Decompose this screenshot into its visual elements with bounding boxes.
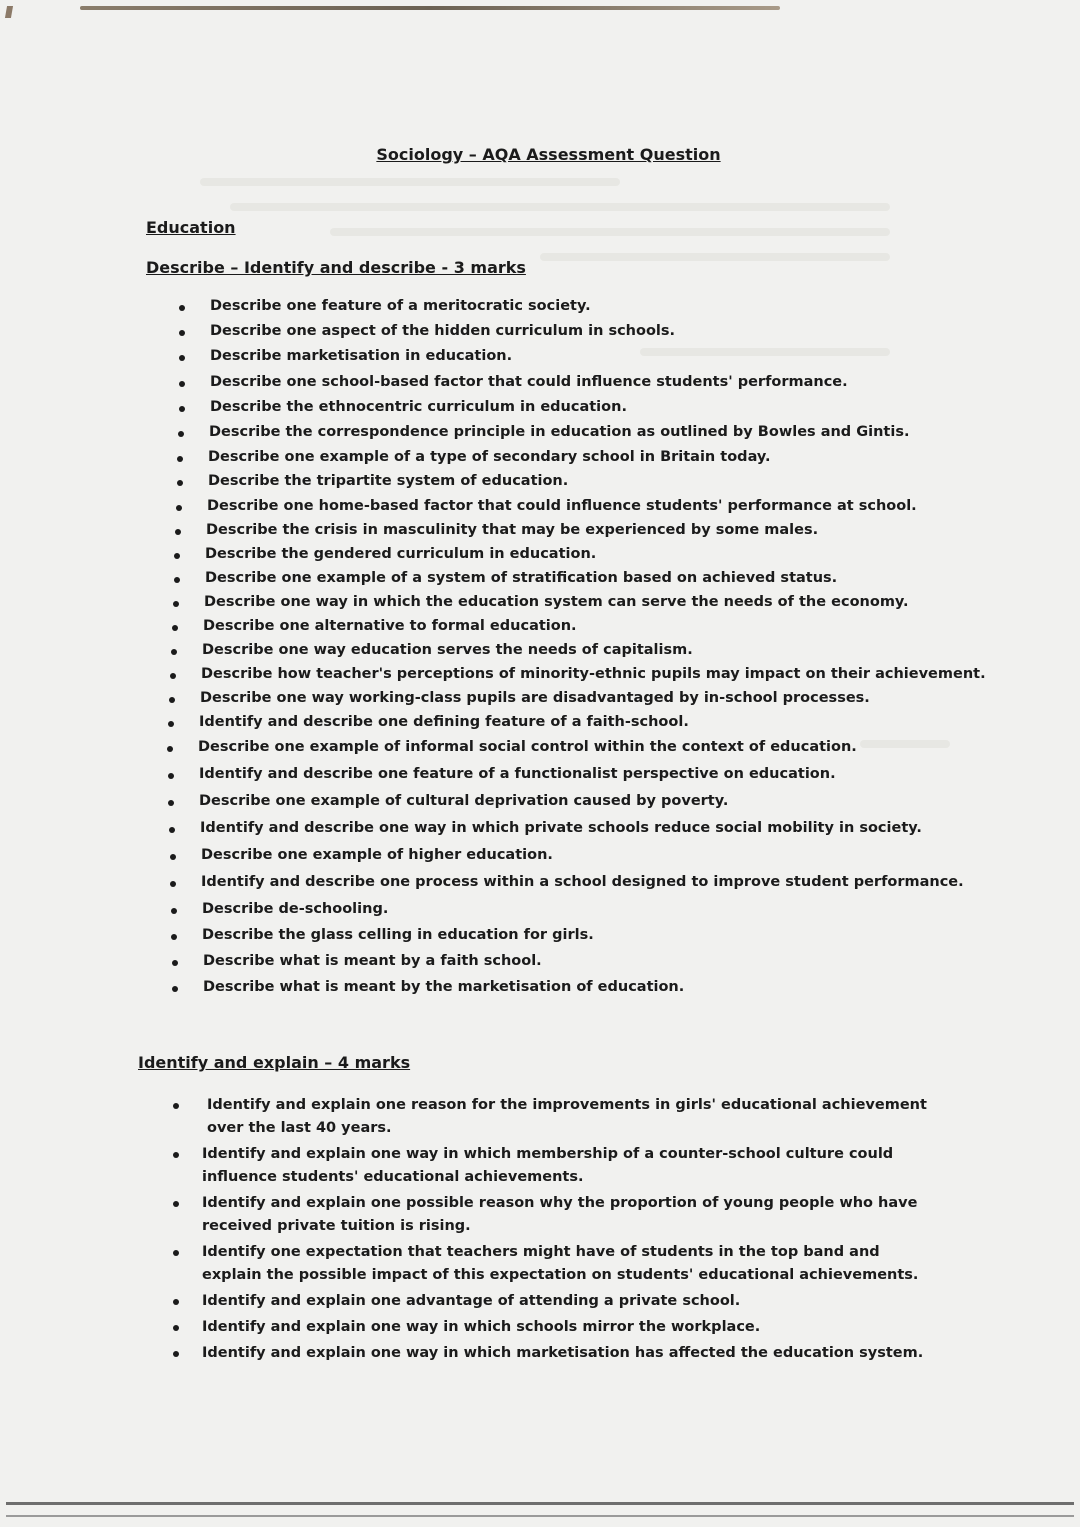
bullet-icon [171, 934, 177, 940]
bullet-icon [175, 529, 181, 535]
scan-corner-mark [5, 6, 13, 18]
describe-question-item: Describe one way in which the education system can serve the needs of the economy. [204, 594, 909, 610]
bullet-icon [174, 577, 180, 583]
bullet-icon [174, 553, 180, 559]
bullet-icon [172, 960, 178, 966]
bleed-through [330, 228, 890, 236]
section-heading-education: Education [146, 218, 236, 237]
describe-question-item: Describe one aspect of the hidden curriculum in schools. [210, 323, 676, 339]
scan-top-edge [80, 6, 780, 10]
describe-question-item: Describe one example of higher education. [201, 847, 553, 863]
bullet-icon [179, 330, 185, 336]
bleed-through [860, 740, 950, 748]
describe-question-item: Describe how teacher's perceptions of minority-ethnic pupils may impact on their achievement. [201, 666, 986, 682]
bullet-icon [177, 480, 183, 486]
explain-question-item: Identify one expectation that teachers might have of students in the top band and explain the possible impact of this expectation on students' educational achievements. [202, 1244, 919, 1283]
bullet-icon [172, 986, 178, 992]
bleed-through [640, 348, 890, 356]
describe-question-item: Describe one way working-class pupils are disadvantaged by in-school processes. [200, 690, 870, 706]
bullet-icon [173, 1299, 179, 1305]
bullet-icon [171, 908, 177, 914]
describe-question-item: Describe the correspondence principle in education as outlined by Bowles and Gintis. [209, 424, 910, 440]
bullet-icon [169, 827, 175, 833]
describe-question-item: Identify and describe one process within a school designed to improve student performance. [201, 874, 964, 890]
bullet-icon [173, 601, 179, 607]
describe-question-item: Describe the glass celling in education for girls. [202, 927, 594, 943]
bullet-icon [173, 1152, 179, 1158]
bullet-icon [168, 721, 174, 727]
bullet-icon [173, 1325, 179, 1331]
bullet-icon [173, 1250, 179, 1256]
bullet-icon [176, 505, 182, 511]
bullet-icon [167, 746, 173, 752]
bullet-icon [170, 854, 176, 860]
describe-question-item: Describe one example of informal social control within the context of education. [198, 739, 857, 755]
describe-question-item: Identify and describe one feature of a functionalist perspective on education. [199, 766, 836, 782]
describe-question-item: Describe one alternative to formal education. [203, 618, 577, 634]
bleed-through [200, 178, 620, 186]
explain-question-item: Identify and explain one way in which membership of a counter-school culture could influence students' educational achievements. [202, 1146, 894, 1185]
bleed-through [230, 203, 890, 211]
bleed-through [540, 253, 890, 261]
describe-question-item: Identify and describe one defining feature of a faith-school. [199, 714, 689, 730]
bullet-icon [168, 800, 174, 806]
describe-question-item: Describe the crisis in masculinity that may be experienced by some males. [206, 522, 819, 538]
bullet-icon [179, 381, 185, 387]
describe-question-item: Describe one example of cultural deprivation caused by poverty. [199, 793, 729, 809]
describe-question-item: Describe marketisation in education. [210, 348, 513, 364]
describe-question-item: Describe one feature of a meritocratic society. [210, 298, 591, 314]
bullet-icon [173, 1351, 179, 1357]
bullet-icon [173, 1201, 179, 1207]
describe-question-item: Describe one example of a system of stratification based on achieved status. [205, 570, 838, 586]
bullet-icon [170, 881, 176, 887]
explain-question-item: Identify and explain one way in which schools mirror the workplace. [202, 1319, 761, 1335]
bullet-icon [168, 773, 174, 779]
describe-question-item: Describe the ethnocentric curriculum in education. [210, 399, 627, 415]
explain-question-item: Identify and explain one way in which marketisation has affected the education system. [202, 1345, 924, 1361]
bullet-icon [179, 355, 185, 361]
scan-bottom-edge [6, 1502, 1074, 1505]
bullet-icon [173, 1103, 179, 1109]
describe-question-item: Describe the gendered curriculum in education. [205, 546, 597, 562]
describe-question-item: Describe what is meant by the marketisation of education. [203, 979, 685, 995]
describe-question-item: Describe one school-based factor that could influence students' performance. [210, 374, 848, 390]
bullet-icon [177, 456, 183, 462]
describe-heading: Describe – Identify and describe - 3 marks [146, 258, 526, 277]
explain-heading: Identify and explain – 4 marks [138, 1053, 411, 1072]
describe-question-item: Describe de-schooling. [202, 901, 389, 917]
describe-question-item: Identify and describe one way in which private schools reduce social mobility in society. [200, 820, 922, 836]
explain-question-item: Identify and explain one possible reason why the proportion of young people who have received private tuition is rising. [202, 1195, 918, 1234]
bullet-icon [179, 406, 185, 412]
explain-question-item: Identify and explain one reason for the improvements in girls' educational achievement over the last 40 years. [207, 1097, 927, 1136]
describe-question-item: Describe one way education serves the needs of capitalism. [202, 642, 693, 658]
bullet-icon [170, 673, 176, 679]
bullet-icon [178, 431, 184, 437]
bullet-icon [172, 625, 178, 631]
describe-question-item: Describe one example of a type of secondary school in Britain today. [208, 449, 771, 465]
describe-question-item: Describe what is meant by a faith school. [203, 953, 542, 969]
bullet-icon [171, 649, 177, 655]
bullet-icon [179, 305, 185, 311]
page-title: Sociology – AQA Assessment Question [376, 145, 721, 164]
bullet-icon [169, 697, 175, 703]
describe-question-item: Describe one home-based factor that could influence students' performance at school. [207, 498, 917, 514]
scan-bottom-edge [6, 1515, 1074, 1517]
describe-question-item: Describe the tripartite system of education. [208, 473, 569, 489]
explain-question-item: Identify and explain one advantage of attending a private school. [202, 1293, 741, 1309]
